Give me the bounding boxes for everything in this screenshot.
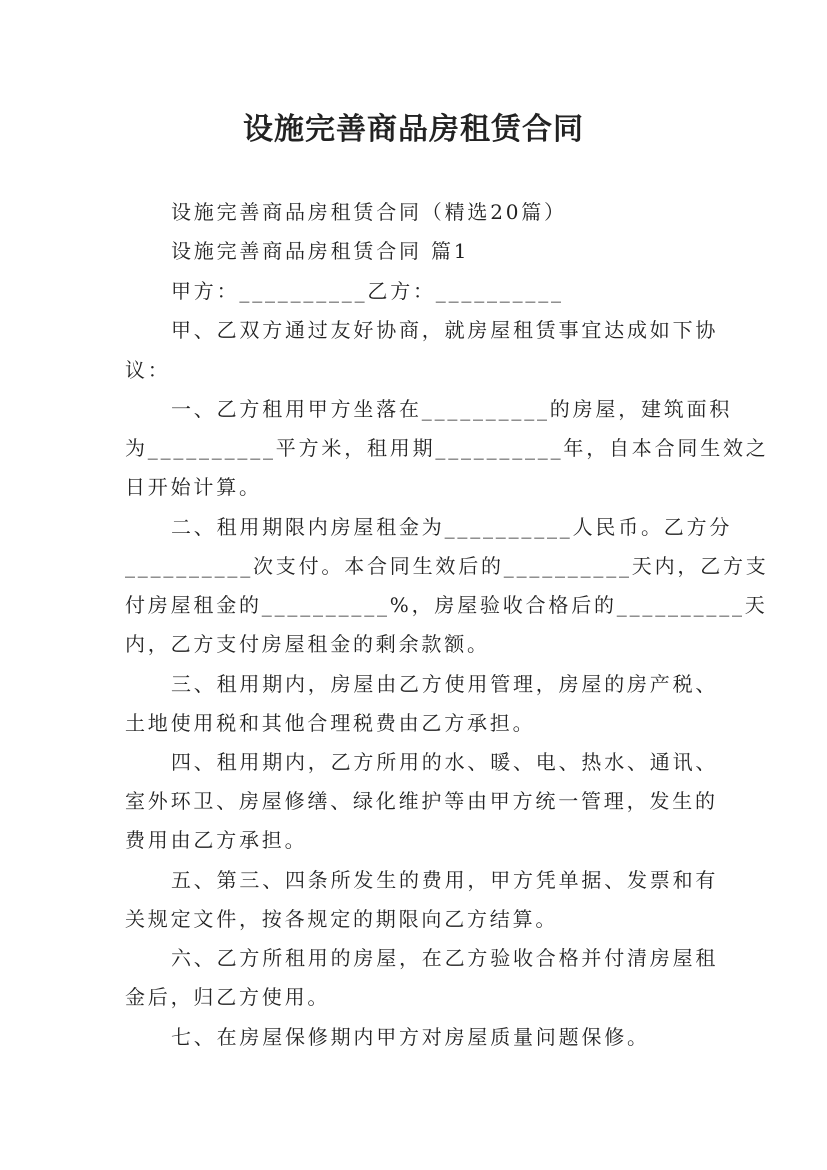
clause-2-line: 二、租用期限内房屋租金为__________人民币。乙方分 xyxy=(171,515,733,539)
clause-3-line: 三、租用期内，房屋由乙方使用管理，房屋的房产税、 xyxy=(171,672,719,696)
paragraph-line: 议： xyxy=(125,358,171,382)
subtitle-collection: 设施完善商品房租赁合同（精选20篇） xyxy=(171,200,567,224)
clause-2-line: __________次支付。本合同生效后的__________天内，乙方支 xyxy=(125,554,769,578)
document-title: 设施完善商品房租赁合同 xyxy=(243,112,584,147)
clause-2-line: 内，乙方支付房屋租金的剩余款额。 xyxy=(125,632,490,656)
clause-6-line: 金后，归乙方使用。 xyxy=(125,985,331,1009)
paragraph-line: 甲、乙双方通过友好协商，就房屋租赁事宜达成如下协 xyxy=(171,318,719,342)
clause-6-line: 六、乙方所租用的房屋，在乙方验收合格并付清房屋租 xyxy=(171,946,719,970)
clause-1-line: 为__________平方米，租用期__________年，自本合同生效之 xyxy=(125,436,769,460)
clause-7-line: 七、在房屋保修期内甲方对房屋质量问题保修。 xyxy=(171,1025,650,1049)
party-line: 甲方：__________乙方：__________ xyxy=(171,279,564,303)
clause-1-line: 一、乙方租用甲方坐落在__________的房屋，建筑面积 xyxy=(171,397,733,421)
clause-5-line: 关规定文件，按各规定的期限向乙方结算。 xyxy=(125,907,559,931)
clause-4-line: 费用由乙方承担。 xyxy=(125,828,308,852)
clause-1-line: 日开始计算。 xyxy=(125,475,262,499)
clause-3-line: 土地使用税和其他合理税费由乙方承担。 xyxy=(125,711,536,735)
clause-4-line: 室外环卫、房屋修缮、绿化维护等由甲方统一管理，发生的 xyxy=(125,789,718,813)
clause-4-line: 四、租用期内，乙方所用的水、暖、电、热水、通讯、 xyxy=(171,750,719,774)
section-heading: 设施完善商品房租赁合同 篇1 xyxy=(171,239,470,263)
clause-2-line: 付房屋租金的__________%，房屋验收合格后的__________天 xyxy=(125,593,768,617)
clause-5-line: 五、第三、四条所发生的费用，甲方凭单据、发票和有 xyxy=(171,868,719,892)
